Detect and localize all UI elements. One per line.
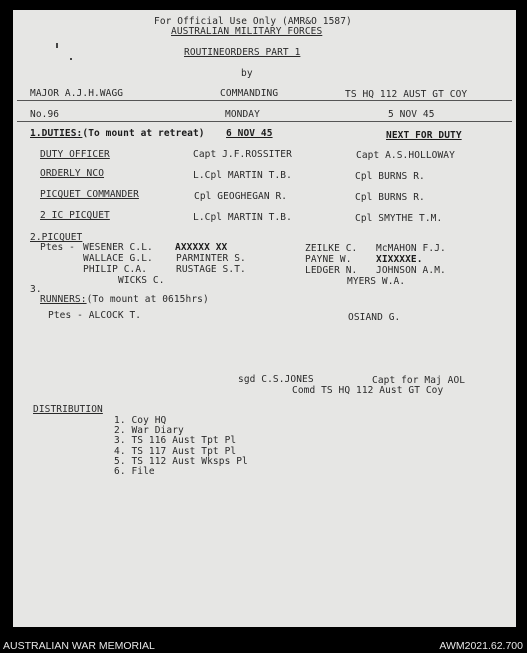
picquet-name: WICKS C. xyxy=(118,275,165,286)
runners-number: 3. xyxy=(30,284,42,295)
order-number: No.96 xyxy=(30,109,60,120)
picquet-name: PAYNE W. xyxy=(305,254,352,265)
divider xyxy=(17,100,512,101)
footer-institution: AUSTRALIAN WAR MEMORIAL xyxy=(3,640,155,652)
order-date: 5 NOV 45 xyxy=(388,109,435,120)
picquet-name: WESENER C.L. xyxy=(83,242,153,253)
duties-label: 1.DUTIES: xyxy=(30,128,83,139)
picquet-name: ZEILKE C. xyxy=(305,243,358,254)
picquet-name-struck: XIXXXXE. xyxy=(376,254,423,265)
ink-mark xyxy=(56,43,58,48)
next-for-duty-heading: NEXT FOR DUTY xyxy=(386,130,462,141)
duty-next: Capt A.S.HOLLOWAY xyxy=(356,150,455,161)
duty-role: DUTY OFFICER xyxy=(40,149,110,160)
distribution-item: 5. TS 112 Aust Wksps Pl xyxy=(114,456,248,467)
footer-accession-number: AWM2021.62.700 xyxy=(439,640,523,652)
divider xyxy=(17,121,512,122)
distribution-item: 6. File xyxy=(114,466,155,477)
header-classification: For Official Use Only (AMR&O 1587) xyxy=(154,16,352,27)
duty-next: Cpl BURNS R. xyxy=(355,192,425,203)
signature-comd: Comd TS HQ 112 Aust GT Coy xyxy=(292,385,444,396)
duty-role: ORDERLY NCO xyxy=(40,168,105,179)
runners-heading xyxy=(40,294,209,305)
picquet-name: LEDGER N. xyxy=(305,265,358,276)
picquet-heading: 2.PICQUET xyxy=(30,232,83,243)
picquet-name: PHILIP C.A. xyxy=(83,264,148,275)
duty-assigned: L.Cpl MARTIN T.B. xyxy=(193,170,292,181)
signature-sgd: sgd C.S.JONES xyxy=(238,374,314,385)
document-page xyxy=(13,10,516,627)
runners-label: RUNNERS: xyxy=(40,294,87,305)
runners-note: (To mount at 0615hrs) xyxy=(86,294,209,305)
picquet-name: JOHNSON A.M. xyxy=(376,265,446,276)
commanding-role: COMMANDING xyxy=(220,88,279,99)
commanding-officer: MAJOR A.J.H.WAGG xyxy=(30,88,124,99)
runners-ptes: Ptes - ALCOCK T. xyxy=(48,310,142,321)
picquet-name: MYERS W.A. xyxy=(347,276,406,287)
duty-assigned: Capt J.F.ROSSITER xyxy=(193,149,292,160)
duty-assigned: L.Cpl MARTIN T.B. xyxy=(193,212,292,223)
duty-next: Cpl BURNS R. xyxy=(355,171,425,182)
runners-other: OSIAND G. xyxy=(348,312,401,323)
header-organisation: AUSTRALIAN MILITARY FORCES xyxy=(171,26,323,37)
duties-note: (To mount at retreat) xyxy=(82,128,205,139)
picquet-name-struck: AXXXXX XX xyxy=(175,242,228,253)
distribution-item: 3. TS 116 Aust Tpt Pl xyxy=(114,435,237,446)
picquet-name: McMAHON F.J. xyxy=(376,243,446,254)
duty-role: 2 IC PICQUET xyxy=(40,210,110,221)
document-title: ROUTINEORDERS PART 1 xyxy=(184,47,301,58)
order-day: MONDAY xyxy=(225,109,260,120)
picquet-name: RUSTAGE S.T. xyxy=(176,264,246,275)
duty-role: PICQUET COMMANDER xyxy=(40,189,139,200)
ink-mark xyxy=(70,58,72,60)
duty-next: Cpl SMYTHE T.M. xyxy=(355,213,443,224)
picquet-name: PARMINTER S. xyxy=(176,253,246,264)
archive-footer xyxy=(0,637,527,653)
distribution-heading: DISTRIBUTION xyxy=(33,404,103,415)
header-by: by xyxy=(241,68,253,79)
picquet-name: WALLACE G.L. xyxy=(83,253,153,264)
picquet-ptes-label: Ptes - xyxy=(40,242,75,253)
distribution-item: 2. War Diary xyxy=(114,425,184,436)
distribution-item: 4. TS 117 Aust Tpt Pl xyxy=(114,446,237,457)
signature-rank: Capt for Maj AOL xyxy=(372,375,466,386)
duties-date: 6 NOV 45 xyxy=(226,128,273,139)
duty-assigned: Cpl GEOGHEGAN R. xyxy=(194,191,288,202)
unit-name: TS HQ 112 AUST GT COY xyxy=(345,89,468,100)
duties-heading xyxy=(30,128,205,139)
distribution-item: 1. Coy HQ xyxy=(114,415,167,426)
